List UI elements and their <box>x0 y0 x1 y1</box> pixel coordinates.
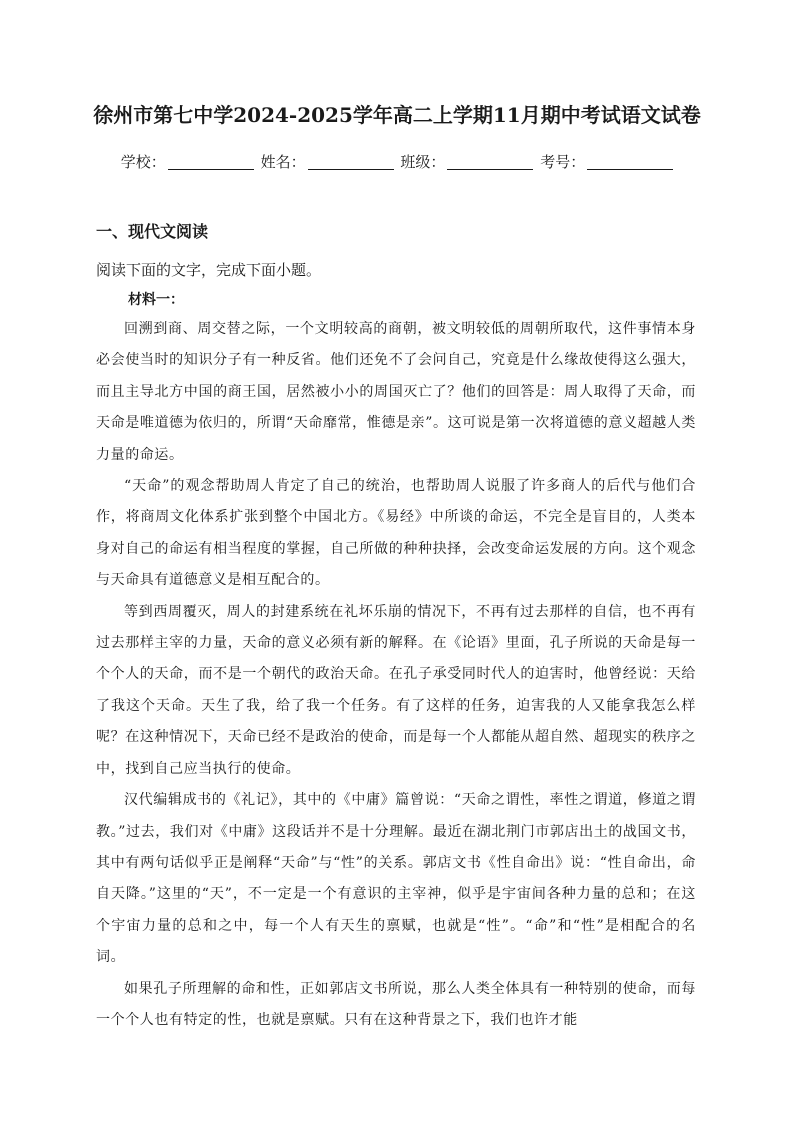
exam-number-field <box>540 150 673 174</box>
class-field <box>400 150 533 174</box>
class-label: 班级： <box>400 153 446 171</box>
name-field <box>261 150 394 174</box>
passage-paragraph: 等到西周覆灭，周人的封建系统在礼坏乐崩的情况下，不再有过去那样的自信，也不再有过去那样主宰的力量，天命的意义必须有新的解释。在《论语》里面，孔子所说的天命是每一个个人的天命，而不是一个朝代的政治天命。在孔子承受同时代人的迫害时，他曾经说：天给了我这个天命。天生了我，给了我一个任务。有了这样的任务，迫害我的人又能拿我怎么样呢？在这种情况下，天命已经不是政治的使命，而是每一个人都能从超自然、超现实的秩序之中，找到自己应当执行的使命。 <box>96 603 696 777</box>
school-label: 学校： <box>120 153 166 171</box>
section-heading: 一、现代文阅读 <box>96 222 209 241</box>
school-blank <box>168 153 254 170</box>
exam-number-label: 考号： <box>540 153 586 171</box>
student-info-row <box>0 150 794 174</box>
passage-paragraph: 汉代编辑成书的《礼记》，其中的《中庸》篇曾说：“天命之谓性，率性之谓道，修道之谓教。”过去，我们对《中庸》这段话并不是十分理解。最近在湖北荆门市郭店出土的战国文书，其中有两句话似乎正是阐释“天命”与“性”的关系。郭店文书《性自命出》说：“性自命出，命自天降。”这里的“天”，不一定是一个有意识的主宰神，似乎是宇宙间各种力量的总和；在这个宇宙力量的总和之中，每一个人有天生的禀赋，也就是“性”。“命”和“性”是相配合的名词。 <box>96 792 697 966</box>
material-label: 材料一： <box>128 292 184 308</box>
name-label: 姓名： <box>260 153 306 171</box>
exam-title: 徐州市第七中学2024-2025学年高二上学期11月期中考试语文试卷 <box>93 103 701 127</box>
school-field <box>121 150 254 174</box>
name-blank <box>308 153 394 170</box>
passage-paragraph: “天命”的观念帮助周人肯定了自己的统治，也帮助周人说服了许多商人的后代与他们合作，将商周文化体系扩张到整个中国北方。《易经》中所谈的命运，不完全是盲目的，人类本身对自己的命运有相当程度的掌握，自己所做的种种抉择，会改变命运发展的方向。这个观念与天命具有道德意义是相互配合的。 <box>96 478 696 589</box>
reading-passage <box>96 314 696 1036</box>
passage-paragraph: 如果孔子所理解的命和性，正如郭店文书所说，那么人类全体具有一种特别的使命，而每一个个人也有特定的性，也就是禀赋。只有在这种背景之下，我们也许才能 <box>96 980 696 1028</box>
passage-paragraph: 回溯到商、周交替之际，一个文明较高的商朝，被文明较低的周朝所取代，这件事情本身必会使当时的知识分子有一种反省。他们还免不了会问自己，究竟是什么缘故使得这么强大，而且主导北方中国的商王国，居然被小小的周国灭亡了？他们的回答是：周人取得了天命，而天命是唯道德为依归的，所谓“天命靡常，惟德是亲”。这可说是第一次将道德的意义超越人类力量的命运。 <box>96 321 696 463</box>
class-blank <box>447 153 533 170</box>
exam-number-blank <box>587 153 673 170</box>
reading-instruction: 阅读下面的文字，完成下面小题。 <box>96 261 322 279</box>
